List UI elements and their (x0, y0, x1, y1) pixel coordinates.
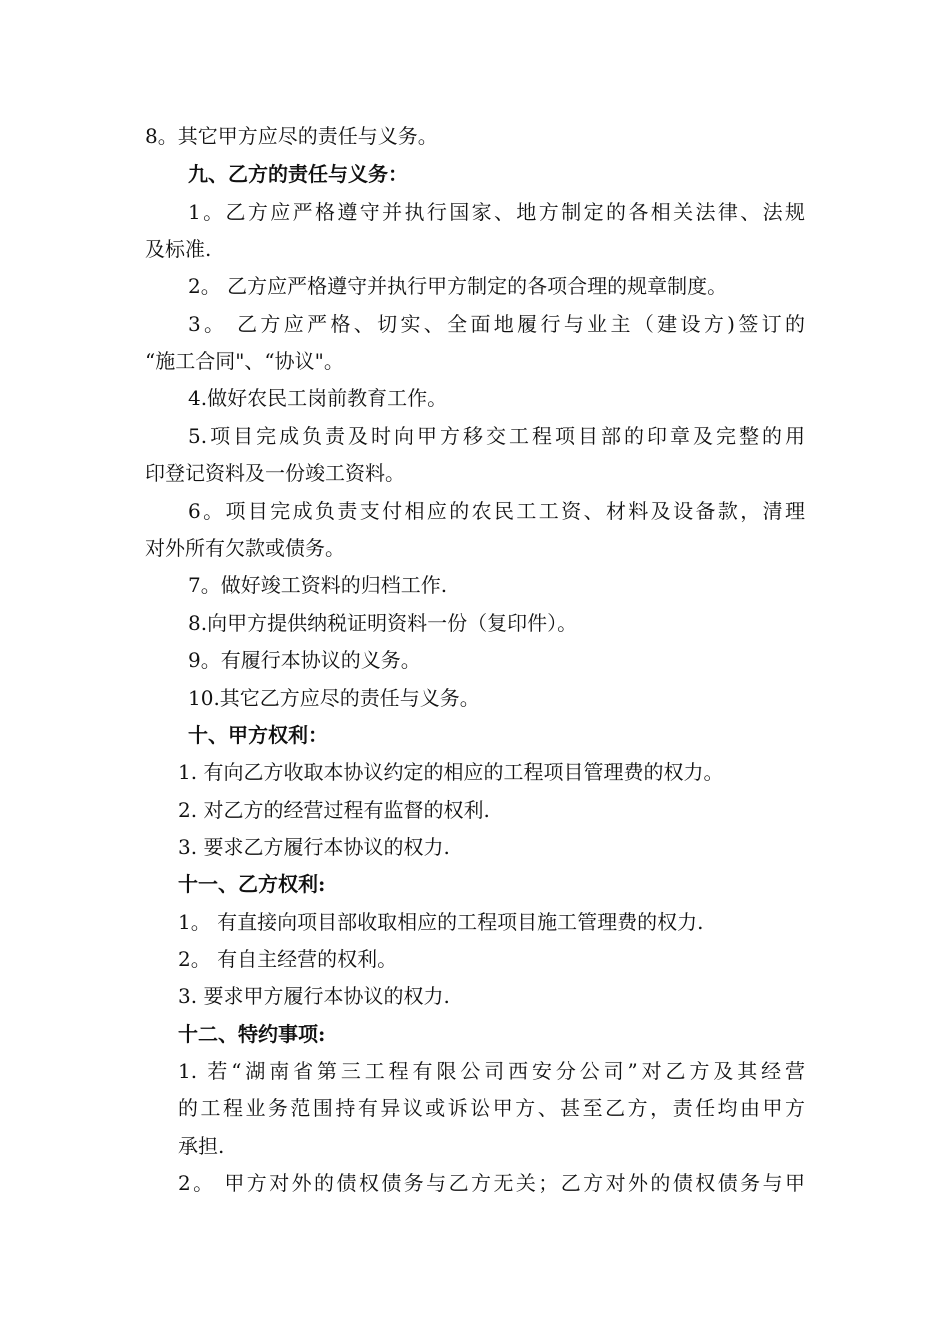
text-line: 1。 有直接向项目部收取相应的工程项目施工管理费的权力. (178, 910, 704, 934)
text-line: 2。 甲方对外的债权债务与乙方无关；乙方对外的债权债务与甲 (178, 1171, 805, 1195)
section-heading-11: 十一、乙方权利: (178, 872, 326, 896)
text-line: 2。 有自主经营的权利。 (178, 947, 398, 971)
text-line: 8。其它甲方应尽的责任与义务。 (145, 124, 438, 148)
section-heading-9: 九、乙方的责任与义务： (188, 162, 408, 186)
text-line: “施工合同"、“协议"。 (145, 349, 344, 373)
text-line: 及标准. (145, 237, 212, 261)
text-line: 1. 若“湖南省第三工程有限公司西安分公司”对乙方及其经营 (178, 1059, 805, 1083)
text-line: 6。项目完成负责支付相应的农民工工资、材料及设备款，清理 (188, 499, 805, 523)
text-line: 承担. (178, 1134, 225, 1158)
section-heading-10: 十、甲方权利： (188, 723, 328, 747)
text-line: 对外所有欠款或债务。 (145, 536, 345, 560)
text-line: 3. 要求甲方履行本协议的权力. (178, 984, 450, 1008)
text-line: 1。乙方应严格遵守并执行国家、地方制定的各相关法律、法规 (188, 200, 805, 224)
text-line: 5.项目完成负责及时向甲方移交工程项目部的印章及完整的用 (188, 424, 805, 448)
text-line: 3。 乙方应严格、切实、全面地履行与业主（建设方)签订的 (188, 312, 805, 336)
text-line: 印登记资料及一份竣工资料。 (145, 461, 405, 485)
text-line: 2。 乙方应严格遵守并执行甲方制定的各项合理的规章制度。 (188, 274, 728, 298)
text-line: 7。做好竣工资料的归档工作. (188, 573, 448, 597)
text-line: 8.向甲方提供纳税证明资料一份（复印件）。 (188, 611, 578, 635)
text-line: 9。有履行本协议的义务。 (188, 648, 421, 672)
text-line: 的工程业务范围持有异议或诉讼甲方、甚至乙方，责任均由甲方 (178, 1096, 805, 1120)
text-line: 4.做好农民工岗前教育工作。 (188, 386, 448, 410)
text-line: 2. 对乙方的经营过程有监督的权利. (178, 798, 490, 822)
text-line: 3. 要求乙方履行本协议的权力. (178, 835, 450, 859)
text-line: 1. 有向乙方收取本协议约定的相应的工程项目管理费的权力。 (178, 760, 724, 784)
section-heading-12: 十二、特约事项: (178, 1022, 326, 1046)
text-line: 10.其它乙方应尽的责任与义务。 (188, 686, 480, 710)
